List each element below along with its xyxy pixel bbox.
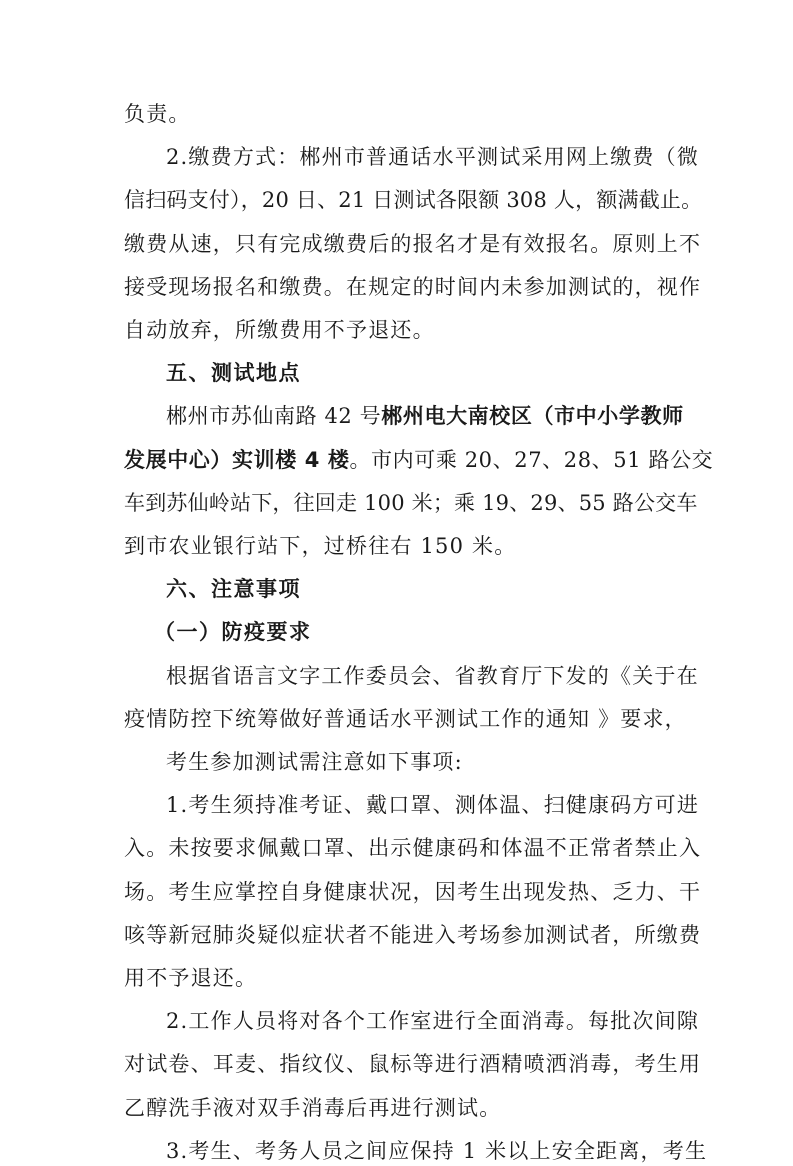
item2-line: 对试卷、耳麦、指纹仪、鼠标等进行酒精喷洒消毒，考生用 xyxy=(124,1052,702,1076)
text-line: 缴费从速，只有完成缴费后的报名才是有效报名。原则上不 xyxy=(124,232,702,256)
item1-line: 用不予退还。 xyxy=(124,966,258,990)
location-line-4: 到市农业银行站下，过桥往右 150 米。 xyxy=(124,534,517,558)
bus-info: 。市内可乘 20、27、28、51 路公交 xyxy=(349,448,714,472)
text-line: 2.缴费方式：郴州市普通话水平测试采用网上缴费（微 xyxy=(166,145,700,169)
text-line: 信扫码支付），20 日、21 日测试各限额 308 人，额满截止。 xyxy=(124,188,703,212)
text-line: 自动放弃，所缴费用不予退还。 xyxy=(124,318,435,342)
item1-line: 1.考生须持准考证、戴口罩、测体温、扫健康码方可进 xyxy=(166,793,700,817)
item1-line: 场。考生应掌控自身健康状况，因考生出现发热、乏力、干 xyxy=(124,880,702,904)
venue-building: 发展中心）实训楼 4 楼 xyxy=(124,448,350,472)
item3-line: 3.考生、考务人员之间应保持 1 米以上安全距离，考生 xyxy=(166,1139,708,1163)
location-line-3: 车到苏仙岭站下，往回走 100 米；乘 19、29、55 路公交车 xyxy=(124,491,698,515)
item2-line: 乙醇洗手液对双手消毒后再进行测试。 xyxy=(124,1096,502,1120)
intro-line: 考生参加测试需注意如下事项: xyxy=(166,750,463,774)
text-line: 负责。 xyxy=(124,102,191,126)
text-line: 接受现场报名和缴费。在规定的时间内未参加测试的，视作 xyxy=(124,275,702,299)
item2-line: 2.工作人员将对各个工作室进行全面消毒。每批次间隙 xyxy=(166,1009,700,1033)
section-heading-notes: 六、注意事项 xyxy=(166,577,301,601)
intro-line: 疫情防控下统筹做好普通话水平测试工作的通知 》要求， xyxy=(124,707,687,731)
section-heading-location: 五、测试地点 xyxy=(166,361,301,385)
item1-line: 入。未按要求佩戴口罩、出示健康码和体温不正常者禁止入 xyxy=(124,836,702,860)
location-line-2 xyxy=(124,445,714,475)
address-text: 郴州市苏仙南路 42 号 xyxy=(166,404,382,428)
location-line-1 xyxy=(166,401,726,431)
item1-line: 咳等新冠肺炎疑似症状者不能进入考场参加测试者，所缴费 xyxy=(124,923,702,947)
subsection-heading-epidemic: （一）防疫要求 xyxy=(154,619,312,644)
intro-line: 根据省语言文字工作委员会、省教育厅下发的《关于在 xyxy=(166,664,699,688)
venue-name: 郴州电大南校区（市中小学教师 xyxy=(381,404,684,428)
